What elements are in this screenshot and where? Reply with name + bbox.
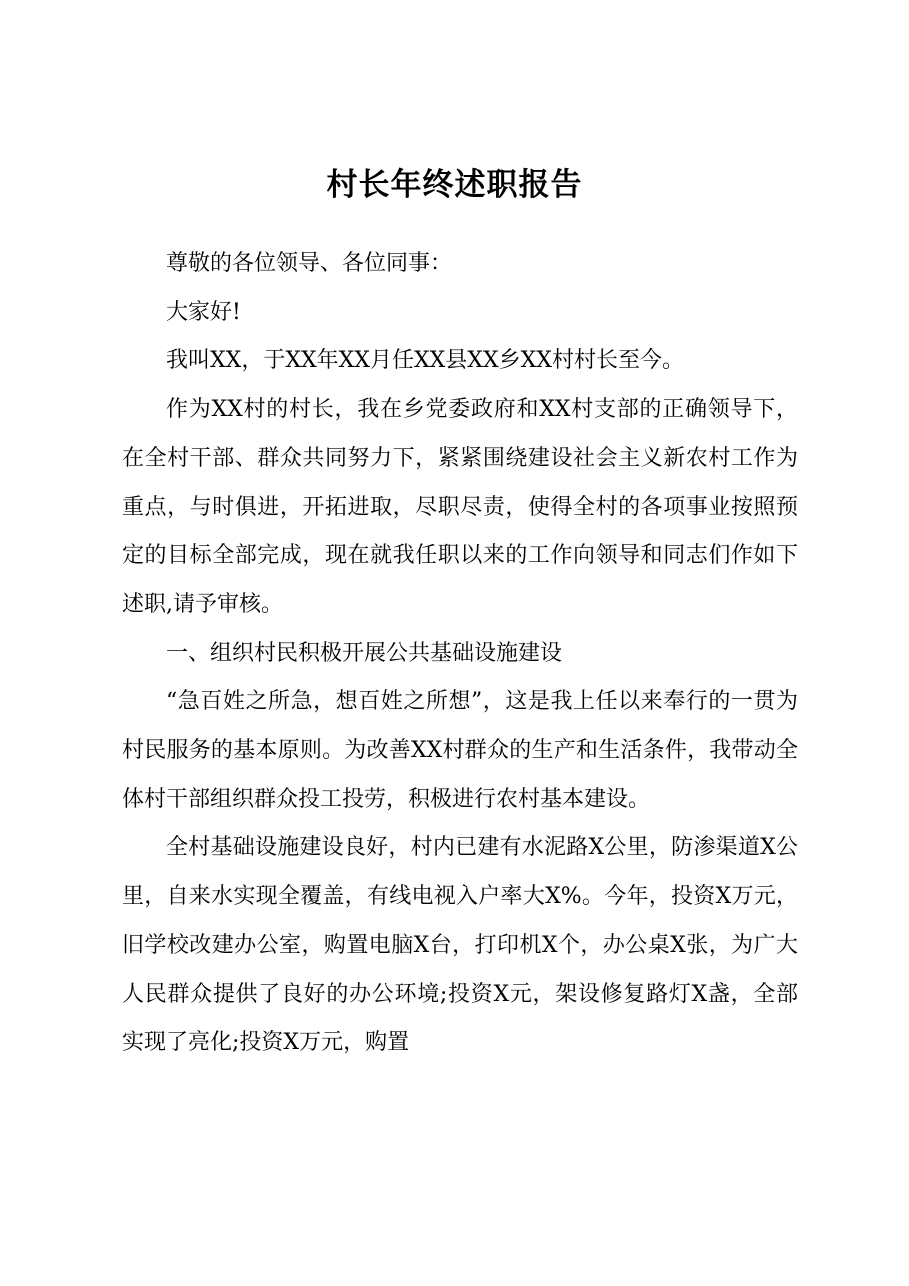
document-body — [122, 240, 798, 1068]
paragraph-principle: “急百姓之所急，想百姓之所想”，这是我上任以来奉行的一贯为村民服务的基本原则。为改善XX村群众的生产和生活条件，我带动全体村干部组织群众投工投劳，积极进行农村基本建设。 — [122, 689, 798, 812]
paragraph-salutation: 尊敬的各位领导、各位同事： — [166, 251, 453, 276]
paragraph-introduction: 我叫XX，于XX年XX月任XX县XX乡XX村村长至今。 — [166, 348, 684, 374]
section-heading-infrastructure: 一、组织村民积极开展公共基础设施建设 — [166, 640, 563, 666]
paragraph-infrastructure-details: 全村基础设施建设良好，村内已建有水泥路X公里，防渗渠道X公里，自来水实现全覆盖，有线电视入户率大X%。今年，投资X万元，旧学校改建办公室，购置电脑X台，打印机X个，办公桌X张，为广大人民群众提供了良好的办公环境;投资X元，架设修复路灯X盏，全部实现了亮化;投资X万元，购置 — [122, 835, 798, 1056]
paragraph-greeting: 大家好! — [166, 299, 241, 325]
document-title: 村长年终述职报告 — [326, 167, 583, 203]
paragraph-overview: 作为XX村的村长，我在乡党委政府和XX村支部的正确领导下，在全村干部、群众共同努力下，紧紧围绕建设社会主义新农村工作为重点，与时俱进，开拓进取，尽职尽责，使得全村的各项事业按照预定的目标全部完成，现在就我任职以来的工作向领导和同志们作如下述职,请予审核。 — [122, 397, 798, 617]
